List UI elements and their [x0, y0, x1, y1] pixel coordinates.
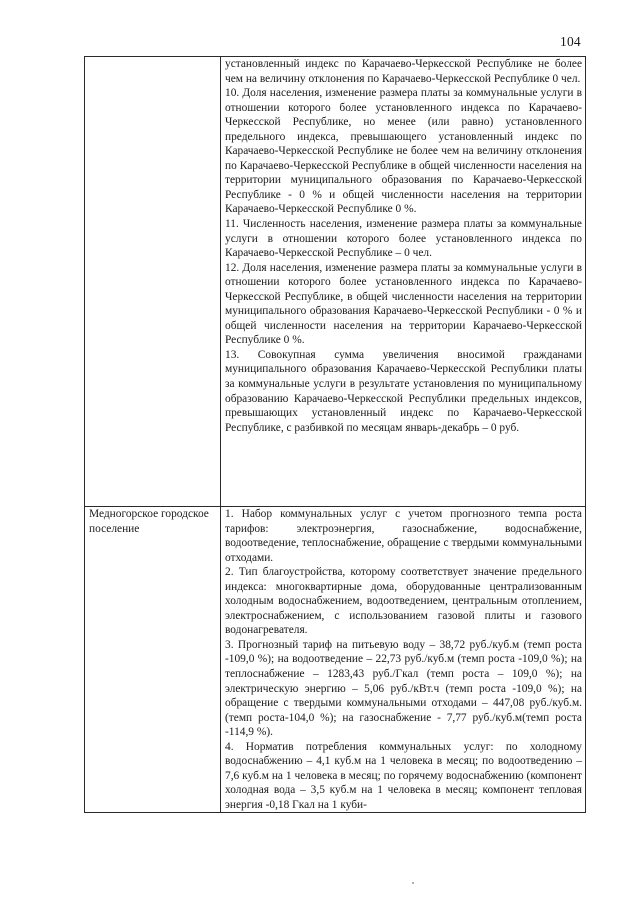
table-row [85, 57, 586, 507]
indices-table [84, 56, 586, 813]
indicator-paragraph: 2. Тип благоустройства, которому соответствует значение предельного индекса: многоквартирные дома, оборудованные централизованным холодным водоснабжением, водоотведением, центральным отоплением, электроснабжением, с использованием газовой плиты и газового водонагревателя. [225, 566, 582, 637]
indicator-paragraph: 4. Норматив потребления коммунальных услуг: по холодному водоснабжению – 4,1 куб.м на 1 человека в месяц; по водоотведению – 7,6 куб.м на 1 человека в месяц; по горячему водоснабжению (компонент холодная вода – 3,5 куб.м на 1 человека в месяц; компонент тепловая энергия -0,18 Гкал на 1 куби- [225, 740, 582, 811]
indicator-paragraph: 3. Прогнозный тариф на питьевую воду – 38,72 руб./куб.м (темп роста -109,0 %); на водоотведение – 22,73 руб./куб.м (темп роста -109,0 %); на теплоснабжение – 1283,43 руб./Гкал (темп роста – 109,0 %); на электрическую энергию – 5,06 руб./кВт.ч (темп роста -109,0 %); на обращение с твердыми коммунальными отходами – 447,08 руб./куб.м. (темп роста-104,0 %); на газоснабжение - 7,77 руб./куб.м(темп роста -114,9 %). [225, 638, 582, 739]
indicator-paragraph: 11. Численность населения, изменение размера платы за коммунальные услуги в отношении которого более установленного индекса по Карачаево-Черкесской Республике – 0 чел. [225, 218, 582, 260]
municipality-cell: Медногорское городское поселение [85, 507, 221, 813]
indicator-paragraph: 1. Набор коммунальных услуг с учетом прогнозного темпа роста тарифов: электроэнергия, газоснабжение, водоснабжение, водоотведение, теплоснабжение, обращение с твердыми коммунальными отходами. [225, 508, 582, 564]
table-row [85, 507, 586, 813]
indicators-cell [221, 57, 586, 507]
page-number: 104 [560, 34, 581, 49]
municipality-cell [85, 57, 221, 507]
scan-speck [412, 882, 414, 884]
indicator-paragraph: установленный индекс по Карачаево-Черкесской Республике не более чем на величину отклонения по Карачаево-Черкесской Республике 0 чел. [225, 58, 582, 85]
indicator-paragraph: 10. Доля населения, изменение размера платы за коммунальные услуги в отношении которого более установленного индекса по Карачаево-Черкесской Республике, но менее (или равно) установленного предельного индекса, превышающего установленный индекс по Карачаево-Черкесской Республике не более чем на величину отклонения по Карачаево-Черкесской Республике в общей численности населения на территории муниципального образования по Карачаево-Черкесской Республике - 0 % и общей численности населения на территории Карачаево-Черкесской Республике 0 %. [225, 87, 582, 216]
indicators-cell [221, 507, 586, 813]
indicator-paragraph: 12. Доля населения, изменение размера платы за коммунальные услуги в отношении которого более установленного индекса по Карачаево-Черкесской Республике, в общей численности населения на территории муниципального образования Карачаево-Черкесской Республики - 0 % и общей численности населения на территории Карачаево-Черкесской Республике 0 %. [225, 261, 582, 347]
indicator-paragraph: 13. Совокупная сумма увеличения вносимой гражданами муниципального образования Карачаево-Черкесской Республики платы за коммунальные услуги в результате установления по муниципальному образованию Карачаево-Черкесской Республики предельных индексов, превышающих установленный индекс по Карачаево-Черкесской Республике, с разбивкой по месяцам январь-декабрь – 0 руб. [225, 348, 582, 434]
